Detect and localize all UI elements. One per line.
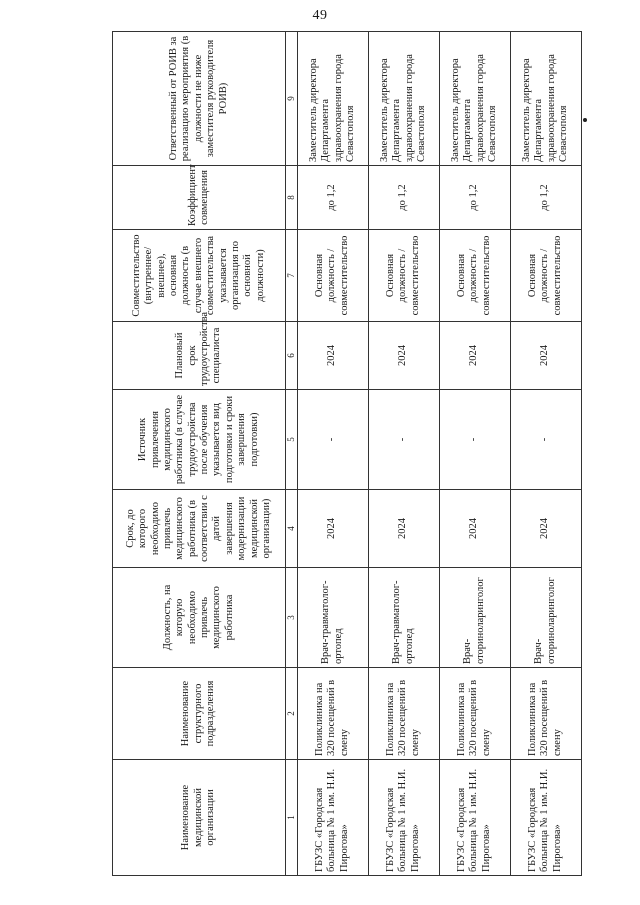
responsible-cell: Заместитель директора Департамента здравоохранения города Севастополя xyxy=(368,32,439,166)
header-cell: Источник привлечения медицинского работника (в случае трудоустройства после обучения указывается вид подготовки и сроки завершения подготовки) xyxy=(113,390,286,490)
header-cell: Совместительство (внутреннее/внешнее), основная должность (в случае внешнего совместительства указывается организация по основной должности) xyxy=(113,230,286,322)
header-cell: Плановый срок трудоустройства специалиста xyxy=(113,322,286,390)
source-cell: - xyxy=(439,390,510,490)
column-number: 7 xyxy=(286,230,298,322)
source-cell: - xyxy=(297,390,368,490)
org-cell: ГБУЗС «Городская больница № 1 им. Н.И. Пирогова» xyxy=(297,760,368,876)
column-number: 2 xyxy=(286,668,298,760)
header-cell: Срок, до которого необходимо привлечь медицинского работника (в соответствии с датой завершения модернизации медицинской организации) xyxy=(113,490,286,568)
unit-cell: Поликлиника на 320 посещений в смену xyxy=(510,668,581,760)
column-number: 1 xyxy=(286,760,298,876)
org-cell: ГБУЗС «Городская больница № 1 им. Н.И. Пирогова» xyxy=(510,760,581,876)
header-cell: Наименование структурного подразделения xyxy=(113,668,286,760)
table-row xyxy=(439,32,510,876)
deadline-cell: 2024 xyxy=(297,490,368,568)
header-cell: Наименование медицинской организации xyxy=(113,760,286,876)
position-cell: Врач-оториноларинголог xyxy=(439,568,510,668)
unit-cell: Поликлиника на 320 посещений в смену xyxy=(368,668,439,760)
planned-date-cell: 2024 xyxy=(368,322,439,390)
employment-type-cell: Основная должность / совместительство xyxy=(439,230,510,322)
org-cell: ГБУЗС «Городская больница № 1 им. Н.И. Пирогова» xyxy=(439,760,510,876)
source-cell: - xyxy=(510,390,581,490)
planned-date-cell: 2024 xyxy=(439,322,510,390)
position-cell: Врач-травматолог-ортопед xyxy=(297,568,368,668)
header-cell: Должность, на которую необходимо привлечь медицинского работника xyxy=(113,568,286,668)
planned-date-cell: 2024 xyxy=(510,322,581,390)
column-number: 4 xyxy=(286,490,298,568)
header-row xyxy=(113,32,286,876)
responsible-cell: Заместитель директора Департамента здравоохранения города Севастополя xyxy=(510,32,581,166)
deadline-cell: 2024 xyxy=(368,490,439,568)
unit-cell: Поликлиника на 320 посещений в смену xyxy=(297,668,368,760)
column-number: 9 xyxy=(286,32,298,166)
page-number: 49 xyxy=(312,8,328,23)
column-number: 6 xyxy=(286,322,298,390)
planned-date-cell: 2024 xyxy=(297,322,368,390)
position-cell: Врач-оториноларинголог xyxy=(510,568,581,668)
column-number: 3 xyxy=(286,568,298,668)
margin-mark xyxy=(583,118,587,122)
position-cell: Врач-травматолог-ортопед xyxy=(368,568,439,668)
responsible-cell: Заместитель директора Департамента здравоохранения города Севастополя xyxy=(439,32,510,166)
table-row xyxy=(297,32,368,876)
unit-cell: Поликлиника на 320 посещений в смену xyxy=(439,668,510,760)
column-number: 8 xyxy=(286,166,298,230)
deadline-cell: 2024 xyxy=(510,490,581,568)
coefficient-cell: до 1,2 xyxy=(368,166,439,230)
header-cell: Ответственный от РОИВ за реализацию мероприятия (в должности не ниже заместителя руководителя РОИВ) xyxy=(113,32,286,166)
deadline-cell: 2024 xyxy=(439,490,510,568)
employment-type-cell: Основная должность / совместительство xyxy=(297,230,368,322)
table-row xyxy=(368,32,439,876)
employment-type-cell: Основная должность / совместительство xyxy=(510,230,581,322)
source-cell: - xyxy=(368,390,439,490)
responsible-cell: Заместитель директора Департамента здравоохранения города Севастополя xyxy=(297,32,368,166)
rotated-table-container xyxy=(112,32,575,876)
column-number-row xyxy=(286,32,298,876)
coefficient-cell: до 1,2 xyxy=(510,166,581,230)
column-number: 5 xyxy=(286,390,298,490)
staffing-table xyxy=(112,31,582,876)
employment-type-cell: Основная должность / совместительство xyxy=(368,230,439,322)
org-cell: ГБУЗС «Городская больница № 1 им. Н.И. Пирогова» xyxy=(368,760,439,876)
coefficient-cell: до 1,2 xyxy=(297,166,368,230)
table-row xyxy=(510,32,581,876)
coefficient-cell: до 1,2 xyxy=(439,166,510,230)
header-cell: Коэффициент совмещения xyxy=(113,166,286,230)
